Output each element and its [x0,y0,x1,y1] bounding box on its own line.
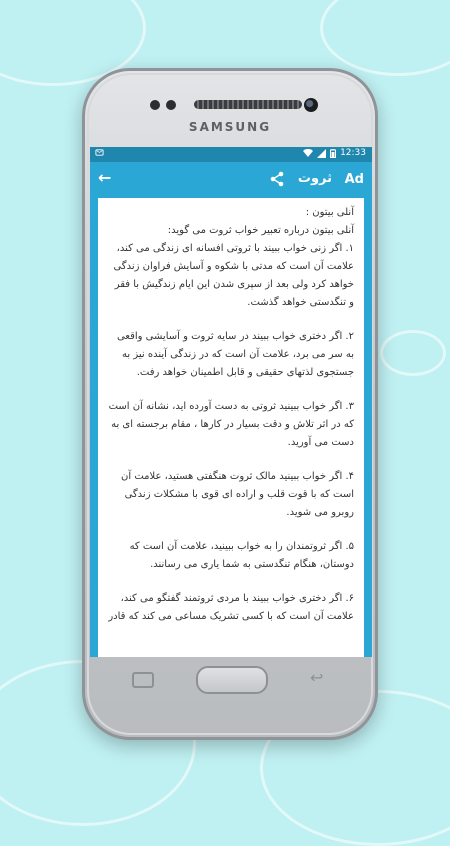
recent-apps-icon[interactable] [132,672,154,688]
wifi-icon [303,149,313,158]
battery-icon [330,149,336,158]
status-bar [90,147,372,162]
front-camera [304,98,318,112]
article-paragraph: ۳. اگر خواب ببینید ثروتی به دست آورده اید، نشانه آن است که در اثر تلاش و دقت بسیار در کارها ، مقام برجسته ای به دست می آورید. [108,401,354,448]
signal-icon [317,149,326,158]
article-paragraph: ۵. اگر ثروتمندان را به خواب ببینید، علامت آن است که دوستان، هنگام تنگدستی به شما یاری می رسانند. [129,541,354,570]
light-sensor [166,100,176,110]
page-title: ثروت [297,171,332,186]
phone-frame [82,68,378,740]
background-cloud [380,330,446,376]
brand-label: SAMSUNG [188,120,272,134]
earpiece-speaker [194,100,302,109]
back-arrow-icon[interactable]: ← [98,168,112,187]
article-heading: آنلی بیتون : [305,207,354,218]
article-paragraph: ۶. اگر دختری خواب ببیند با مردی ثروتمند گفتگو می کند، علامت آن است که با کسی تشریک مساعی می کند که قادر [108,593,354,622]
notification-icon [95,148,104,160]
ad-button[interactable]: Ad [344,172,364,187]
status-time: 12:33 [340,148,366,158]
article-paragraph: ۱. اگر زنی خواب ببیند با ثروتی افسانه ای زندگی می کند، علامت آن است که مدتی با شکوه و آسایش فراوان زندگی خواهد کرد ولی بعد از سپری شدن این ایام زندگیش با فقر و تنگدستی خواهد گذشت. [113,243,354,308]
app-screen [90,147,372,657]
status-icons [303,148,366,158]
proximity-sensor [150,100,160,110]
share-icon[interactable] [268,170,286,188]
article-paragraph: ۴. اگر خواب ببینید مالک ثروت هنگفتی هستید، علامت آن است که با قوت قلب و اراده ای قوی با مشکلات زندگی روبرو می شوید. [121,471,354,518]
article-content [98,198,364,657]
home-button[interactable] [196,666,268,694]
article-paragraph: آنلی بیتون درباره تعبیر خواب ثروت می گوید: [167,225,354,236]
background-cloud [320,0,450,76]
app-toolbar [90,162,372,198]
article-paragraph: ۲. اگر دختری خواب ببیند در سایه ثروت و آسایشی واقعی به سر می برد، علامت آن است که در زندگی آینده نیز به جستجوی لذتهای حقیقی و قابل اطمینان خواهد رفت. [116,331,354,378]
hardware-back-icon[interactable]: ↩ [310,668,324,687]
